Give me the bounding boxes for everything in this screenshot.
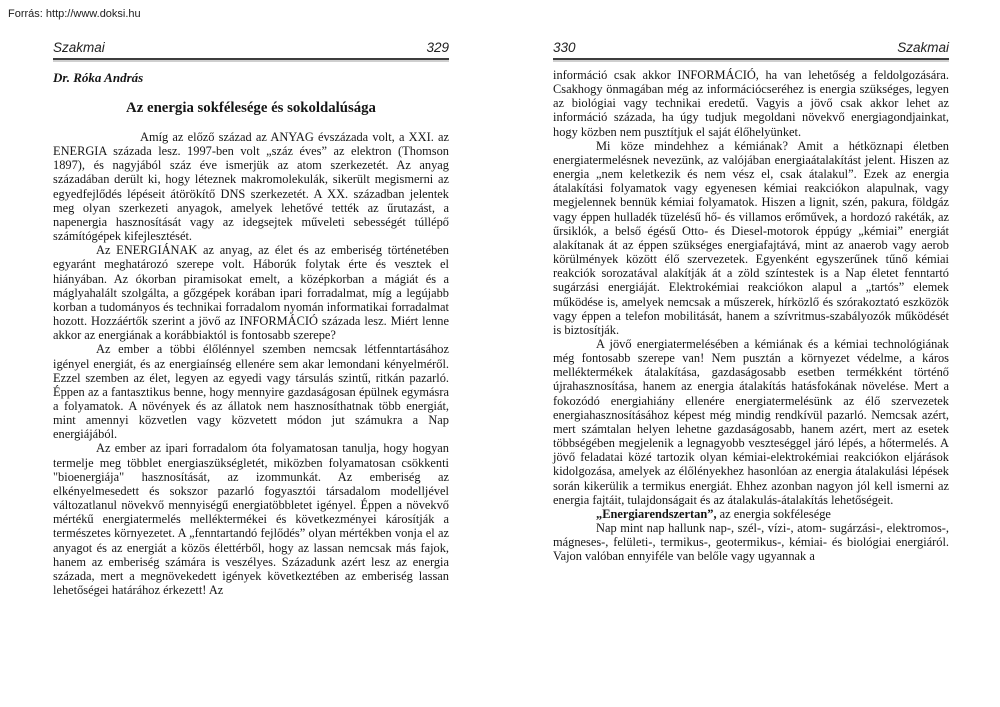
- page-330: [553, 40, 949, 563]
- body-paragraph: Nap mint nap hallunk nap-, szél-, vízi-, atom- sugárzási-, elektromos-, mágneses-, felületi-, termikus-, geotermikus-, kémiai- és biológiai energiáról. Vajon valóban ennyiféle van belőle vagy ugyannak a: [553, 521, 949, 564]
- page-body: [53, 130, 449, 597]
- page-header: [553, 40, 949, 60]
- body-paragraph: Az ENERGIÁNAK az anyag, az élet és az emberiség történetében egyaránt meghatározó szerepe volt. Háborúk folytak érte és vesztek el hiányában. Az ókorban piramisokat emelt, a középkorban a mágiát és a máglyahalált szolgálta, a gőzgépek korában ipari forradalmat, míg a legújabb korban a tudományos és technikai forradalom nyomán informatikai forradalmat hozott. Hozzáértők szerint a jövő az INFORMÁCIÓ százada lesz. Miért lenne akkor az energiának a korábbiaktól is fontosabb szerepe?: [53, 243, 449, 343]
- section-label: Szakmai: [897, 40, 949, 55]
- section-heading-term: „Energiarendszertan”,: [596, 506, 717, 521]
- page-number: 329: [426, 40, 449, 55]
- section-label: Szakmai: [53, 40, 105, 55]
- body-paragraph: Az ember a többi élőlénnyel szemben nemcsak létfenntartásához igényel energiát, és az energiaínség ellenére sem akar lemondani kényelméről. Ezzel szemben az élet, legyen az egyedi vagy társulás szintű, ritkán pazarló. Éppen az a fantasztikus benne, hogy mennyire gazdaságosan épülnek egymásra a folyamatok. A növények és az állatok nem hasznosíthatnak több energiát, mint amennyi közvetlen vagy közvetett módon jut számukra a Nap energiájából.: [53, 342, 449, 442]
- body-paragraph: Amíg az előző század az ANYAG évszázada volt, a XXI. az ENERGIA százada lesz. 1997-ben volt „száz éves” az elektron (Thomson 1897), és nagyjából száz éve ismerjük az atom szerkezetét. Az anyag századában derült ki, hogy léteznek makromolekulák, sikerült megismerni az egyedfejlődés lépéseit átörökítő DNS szerkezetét. A XX. században jelentek meg olyan szerkezeti anyagok, amelyek lehetővé tették az űrutazást, a napenergia hasznosítását vagy az idegsejtek műveleti sebességét túllépő számítógépek kifejlesztését.: [53, 130, 449, 244]
- page-329: [53, 40, 449, 597]
- section-heading-rest: az energia sokfélesége: [716, 506, 831, 521]
- body-paragraph: Az ember az ipari forradalom óta folyamatosan tanulja, hogy hogyan termelje meg többlet energiaszükségletét, miközben folyamatosan csökkenti "bioenergiája" hasznosítását, az izommunkát. Az emberiség az elkényelmesedett és sokszor pazarló fogyasztói társadalom modelljével változatlanul növekvő mennyiségű energiatöbbletet igényel. Éppen a növekvő mértékű energiatermelés melléktermékei és következményei károsítják a természetes környezetet. A „fenntartandó fejlődés” olyan mértékben vonja el az anyagot és az energiát a közös élettérből, hogy az lassan nemcsak más fajok, hanem az emberiség számára is veszélyes. Századunk azért lesz az energia százada, mert a megnövekedett igények következtében az emberiség lassan lehetőségei határához érkezett! Az: [53, 441, 449, 597]
- body-paragraph: A jövő energiatermelésében a kémiának és a kémiai technológiának még fontosabb szerepe van! Nem pusztán a környezet védelme, a káros melléktermékek átalakítása, gazdaságosabb esetben termékként történő újrahasznosítása, hanem az energia átalakítás hatásfokának növelése. Mert a fokozódó energiahiány ellenére energiatermelésünk az élő szervezetek energiahasznosításához képest még mindig rendkívül pazarló. Nemcsak azért, mert számtalan helyen lehetne gazdaságosabb, hanem azért, mert az esetek többségében megjelenik a legnagyobb veszteséggel járó lépés, a hőtermelés. A jövő feladatai közé tartozik olyan kémiai-elektrokémiai reakciókon eljárások kidolgozása, amelyek az élőlényekhez hasonlóan az energia átalakulási lépések során kikerülik a termikus energiát. Ehhez azonban nagyon jól kell ismerni az energia fajtáit, tulajdonságait és az átalakulás-átalakítás lehetőségeit.: [553, 336, 949, 507]
- article-title: Az energia sokfélesége és sokoldalúsága: [126, 100, 376, 116]
- page-header: [53, 40, 449, 60]
- body-paragraph: Mi köze mindehhez a kémiának? Amit a hétköznapi életben energiatermelésnek nevezünk, az valójában energiaátalakítást jelent. Hiszen az energia „nem keletkezik és nem vész el, csak átalakul”. Ezek az energia átalakítási folyamatok vagy egyenesen kémiai reakciókon alapulnak, vagy megjelennek bennük kémiai folyamatok. Hiszen a lignit, szén, pakura, földgáz vagy éppen hulladék tüzelésű hő- és villamos erőművek, a hordozó rakéták, az űrsiklók, a belső égésű Otto- és Diesel-motorok éppúgy „kémiai” energiát alakítanak át az éppen szükséges energiafajtává, mint az anaerob vagy aerob körülmények között élő szervezetek. Egyenként egyszerűnek tűnő kémiai reakciók sorozatával alakítják át a zöld színtestek is a Nap életet fenntartó sugárzási energiáját. Elektrokémiai reakciókon alapul a „tartós” elemek működése is, amelyek nemcsak a műszerek, hírközlő és szórakoztató eszközök vagy éppen a telefon mobilitását, hanem a szívritmus-szabályozók működését is biztosítják.: [553, 138, 949, 337]
- body-paragraph: információ csak akkor INFORMÁCIÓ, ha van lehetőség a feldolgozására. Csakhogy önmagában még az információcseréhez is energia szükséges, legyen az biológiai vagy technikai eredetű. Vagyis a jövő csak akkor lehet az információ százada, ha úgy tudjuk megoldani növekvő energiagondjainkat, hogy közben nem pusztítjuk el saját élőhelyünket.: [553, 68, 949, 139]
- author-name: Dr. Róka András: [53, 70, 144, 85]
- page-number: 330: [553, 40, 576, 55]
- page-body: [553, 68, 949, 563]
- section-heading: [553, 507, 949, 521]
- source-url: Forrás: http://www.doksi.hu: [8, 8, 141, 20]
